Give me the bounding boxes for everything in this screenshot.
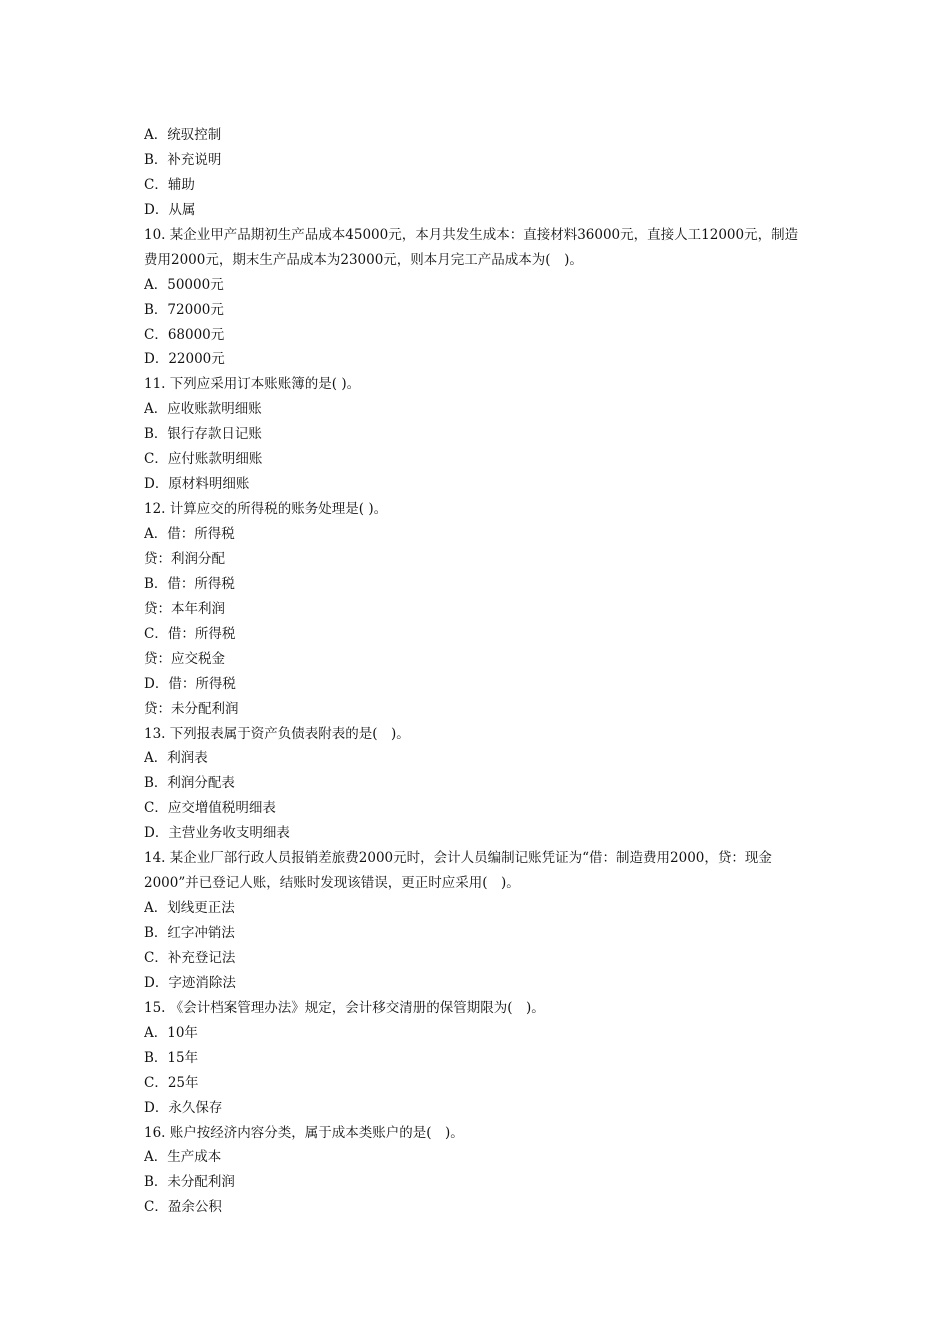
text-line: A．应收账款明细账 xyxy=(144,401,262,418)
text-line: D．22000元 xyxy=(144,351,225,368)
text-line: B．借：所得税 xyxy=(144,575,235,592)
text-line: C．辅助 xyxy=(144,176,195,193)
text-line: B．72000元 xyxy=(144,301,224,318)
text-line: C．应付账款明细账 xyxy=(144,451,263,468)
text-line: B．未分配利润 xyxy=(144,1174,235,1191)
text-line: A．生产成本 xyxy=(144,1149,222,1166)
text-line: A．50000元 xyxy=(144,276,224,293)
text-line: C．25年 xyxy=(144,1074,199,1091)
text-line: A．统驭控制 xyxy=(144,127,222,143)
text-line: 贷：利润分配 xyxy=(144,550,225,567)
text-line: C．借：所得税 xyxy=(144,625,236,642)
question-line: 费用2000元，期末生产品成本为23000元，则本月完工产品成本为( )。 xyxy=(144,251,583,268)
text-line: D．从属 xyxy=(144,201,196,218)
document-page xyxy=(144,123,814,1220)
question-line: 10. 某企业甲产品期初生产品成本45000元，本月共发生成本：直接材料36000元，直接人工12000元，制造 xyxy=(144,226,799,243)
question-line: 2000”并已登记人账，结账时发现该错误，更正时应采用( )。 xyxy=(144,875,520,892)
text-line: D．字迹消除法 xyxy=(144,974,236,991)
text-line: D．主营业务收支明细表 xyxy=(144,825,290,842)
text-line: 贷：本年利润 xyxy=(144,600,225,617)
text-line: C．盈余公积 xyxy=(144,1199,222,1216)
text-line: 贷：未分配利润 xyxy=(144,700,239,717)
text-line: A．利润表 xyxy=(144,750,208,767)
text-line: D．借：所得税 xyxy=(144,675,236,692)
question-line: 11. 下列应采用订本账账簿的是( )。 xyxy=(144,376,361,393)
text-line: B．补充说明 xyxy=(144,151,222,168)
text-line: C．补充登记法 xyxy=(144,949,236,966)
text-line: C．应交增值税明细表 xyxy=(144,800,276,817)
question-line: 15. 《会计档案管理办法》规定，会计移交清册的保管期限为( )。 xyxy=(144,999,545,1016)
text-line: 贷：应交税金 xyxy=(144,650,225,667)
text-line: B．红字冲销法 xyxy=(144,925,235,941)
text-line: B．利润分配表 xyxy=(144,775,235,792)
question-line: 16. 账户按经济内容分类，属于成本类账户的是( )。 xyxy=(144,1124,464,1141)
text-line: A．借：所得税 xyxy=(144,526,235,542)
text-line: B．银行存款日记账 xyxy=(144,426,262,443)
text-line: A．10年 xyxy=(144,1024,198,1041)
text-line: D．原材料明细账 xyxy=(144,476,250,493)
text-line: C．68000元 xyxy=(144,326,225,343)
question-line: 12. 计算应交的所得税的账务处理是( )。 xyxy=(144,501,388,518)
text-line: D．永久保存 xyxy=(144,1099,223,1116)
text-line: A．划线更正法 xyxy=(144,900,235,917)
question-line: 14. 某企业厂部行政人员报销差旅费2000元时，会计人员编制记账凭证为“借：制造费用2000，贷：现金 xyxy=(144,850,772,867)
question-line: 13. 下列报表属于资产负债表附表的是( )。 xyxy=(144,725,410,742)
text-line: B．15年 xyxy=(144,1049,199,1066)
